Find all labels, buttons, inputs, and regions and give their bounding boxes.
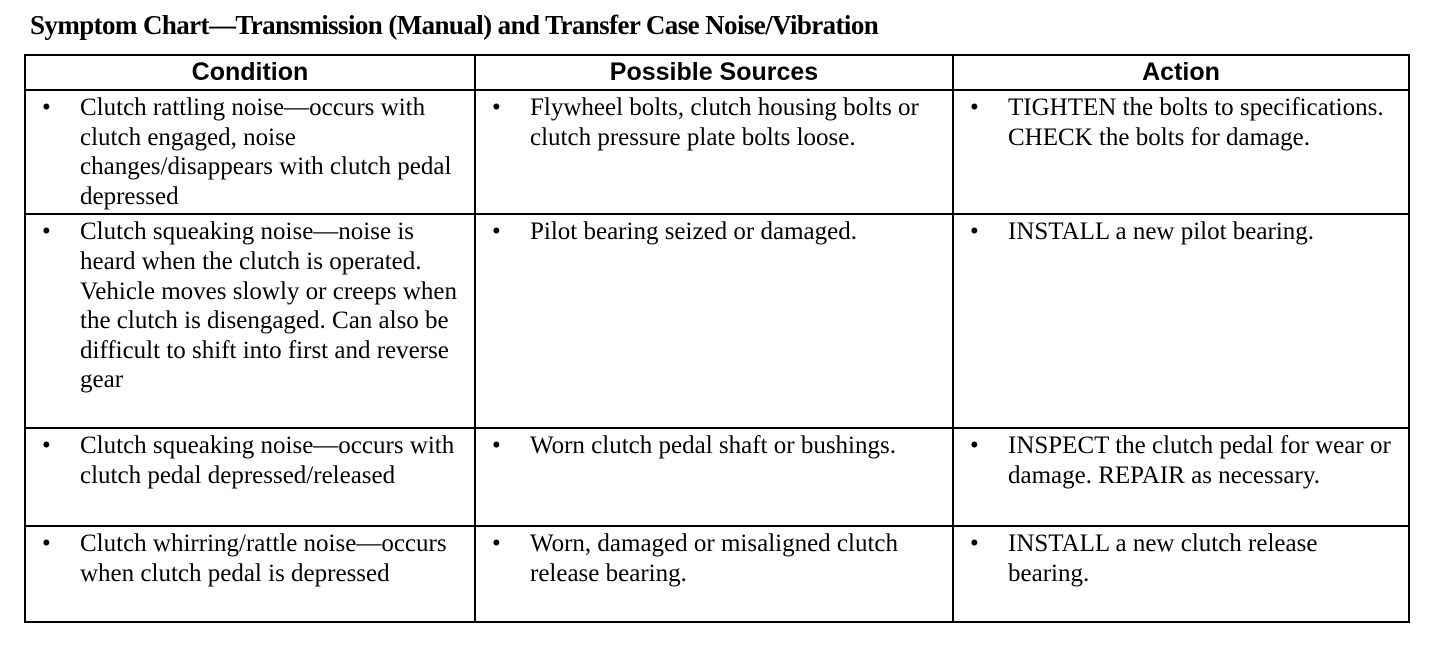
bullet-icon: • xyxy=(42,94,51,121)
bullet-icon: • xyxy=(970,218,979,246)
table-row xyxy=(25,90,1409,214)
bullet-icon: • xyxy=(492,94,501,121)
source-text: Worn clutch pedal shaft or bushings. xyxy=(530,432,896,460)
condition-cell xyxy=(25,526,475,622)
action-text: INSPECT the clutch pedal for wear or damage. REPAIR as necessary. xyxy=(1008,432,1391,489)
source-text: Worn, damaged or misaligned clutch release bearing. xyxy=(530,530,899,587)
bullet-icon: • xyxy=(970,530,979,558)
action-text: TIGHTEN the bolts to specifications. CHECK the bolts for damage. xyxy=(1008,94,1384,151)
column-header-possible-sources: Possible Sources xyxy=(475,55,953,90)
bullet-icon: • xyxy=(970,432,979,460)
condition-text: Clutch squeaking noise—noise is heard when the clutch is operated. Vehicle moves slowly or creeps when the clutch is disengaged. Can also be difficult to shift into first and reverse gear xyxy=(80,218,457,394)
action-text: INSTALL a new pilot bearing. xyxy=(1008,218,1315,246)
condition-cell xyxy=(25,428,475,526)
source-text: Flywheel bolts, clutch housing bolts or clutch pressure plate bolts loose. xyxy=(530,94,919,151)
bullet-icon: • xyxy=(970,94,979,121)
condition-text: Clutch squeaking noise—occurs with clutch pedal depressed/released xyxy=(80,432,455,489)
bullet-icon: • xyxy=(492,530,501,558)
bullet-icon: • xyxy=(42,530,51,558)
page-title: Symptom Chart—Transmission (Manual) and Transfer Case Noise/Vibration xyxy=(30,10,879,40)
table-header-row xyxy=(25,55,1409,90)
action-cell xyxy=(953,428,1409,526)
action-cell xyxy=(953,526,1409,622)
condition-cell xyxy=(25,90,475,214)
column-header-condition: Condition xyxy=(25,55,475,90)
source-cell xyxy=(475,428,953,526)
column-header-action: Action xyxy=(953,55,1409,90)
source-cell xyxy=(475,526,953,622)
source-text: Pilot bearing seized or damaged. xyxy=(530,218,857,246)
source-cell xyxy=(475,90,953,214)
condition-cell xyxy=(25,214,475,428)
bullet-icon: • xyxy=(42,432,51,460)
bullet-icon: • xyxy=(42,218,51,246)
action-text: INSTALL a new clutch release bearing. xyxy=(1008,530,1318,587)
table-row xyxy=(25,214,1409,428)
action-cell xyxy=(953,214,1409,428)
bullet-icon: • xyxy=(492,432,501,460)
source-cell xyxy=(475,214,953,428)
table-row xyxy=(25,428,1409,526)
table-row xyxy=(25,526,1409,622)
action-cell xyxy=(953,90,1409,214)
symptom-chart-table xyxy=(24,54,1410,623)
condition-text: Clutch rattling noise—occurs with clutch engaged, noise changes/disappears with clutch pedal depressed xyxy=(80,94,452,210)
bullet-icon: • xyxy=(492,218,501,246)
condition-text: Clutch whirring/rattle noise—occurs when clutch pedal is depressed xyxy=(80,530,447,587)
